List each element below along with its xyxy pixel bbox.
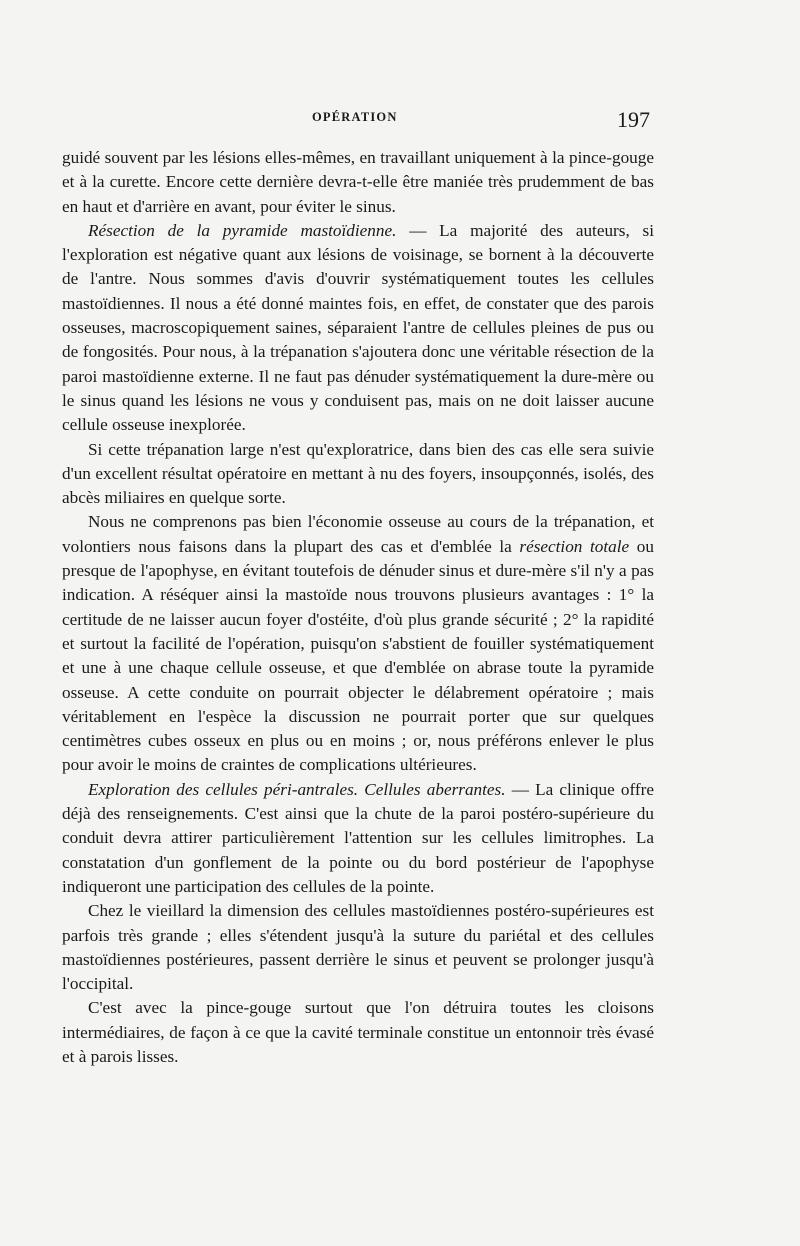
running-title: OPÉRATION — [312, 110, 398, 124]
inline-italic-term: résection totale — [519, 536, 630, 556]
paragraph-resection-pyramide — [62, 219, 654, 438]
paragraph-text: — La clinique offre déjà des renseignements. C'est ainsi que la chute de la paroi postéro-supérieure du conduit devra attirer particulièrement l'attention sur les cellules limitrophes. La constatation d'un gonflement de la pointe ou du bord postérieur de l'apophyse indiqueront une participation des cellules de la pointe. — [62, 779, 654, 896]
paragraph-text: Si cette trépanation large n'est qu'exploratrice, dans bien des cas elle sera suivie d'un excellent résultat opératoire en mettant à nu des foyers, insoupçonnés, isolés, des abcès miliaires en quelque sorte. — [62, 439, 654, 508]
paragraph-trepanation-large — [62, 438, 654, 511]
paragraph-exploration-cellules — [62, 778, 654, 899]
body-text — [62, 146, 654, 1069]
paragraph-text: C'est avec la pince-gouge surtout que l'on détruira toutes les cloisons intermédiaires, de façon à ce que la cavité terminale constitue un entonnoir très évasé et à parois lisses. — [62, 998, 654, 1066]
paragraph-continuation — [62, 146, 654, 219]
paragraph-text: ou presque de l'apophyse, en évitant toutefois de dénuder sinus et dure-mère s'il n'y a pas indication. A réséquer ainsi la mastoïde nous trouvons plusieurs avantages : 1° la certitude de ne laisser aucun foyer d'ostéite, d'où plus grande sécurité ; 2° la rapidité et surtout la facilité de l'opération, puisqu'on s'abstient de fouiller systématiquement et une à une chaque cellule osseuse, et que d'emblée on abrase toute la pyramide osseuse. A cette conduite on pourrait objecter le délabrement opératoire ; mais véritablement en l'espèce la discussion ne pourrait porter que sur quelques centimètres cubes osseux en plus ou en moins ; or, nous préférons enlever le plus pour avoir le moins de craintes de complications ultérieures. — [62, 536, 654, 775]
paragraph-pince-gouge — [62, 996, 654, 1069]
paragraph-text: guidé souvent par les lésions elles-mêmes, en travaillant uniquement à la pince-gouge et à la curette. Encore cette dernière devra-t-elle être maniée très prudemment de bas en haut et d'arrière en avant, pour éviter le sinus. — [62, 148, 654, 216]
paragraph-text: Chez le vieillard la dimension des cellules mastoïdiennes postéro-supérieures est parfois très grande ; elles s'étendent jusqu'à la suture du pariétal et des cellules mastoïdiennes postérieures, passent derrière le sinus et peuvent se prolonger jusqu'à l'occipital. — [62, 901, 654, 994]
paragraph-text-before: Nous ne comprenons pas bien l'économie osseuse au cours de la trépanation, et volontiers nous faisons dans la plupart des cas et d'emblée la — [62, 512, 654, 556]
page-number: 197 — [617, 107, 650, 132]
paragraph-economie-osseuse — [62, 510, 654, 777]
paragraph-text: — La majorité des auteurs, si l'exploration est négative quant aux lésions de voisinage, se bornent à la découverte de l'antre. Nous sommes d'avis d'ouvrir systématiquement toutes les cellules mastoïdiennes. Il nous a été donné maintes fois, en effet, de constater que des parois osseuses, macroscopiquement saines, séparaient l'antre de cellules pleines de pus ou de fongosités. Pour nous, à la trépanation s'ajoutera donc une véritable résection de la paroi mastoïdienne externe. Il ne faut pas dénuder systématiquement la dure-mère ou le sinus quand les lésions ne vous y conduisent pas, mais on ne doit laisser aucune cellule osseuse inexplorée. — [62, 220, 654, 435]
section-heading-italic: Résection de la pyramide mastoïdienne. — [88, 220, 397, 240]
section-heading-italic: Exploration des cellules péri-antrales. Cellules aberrantes. — [88, 779, 506, 799]
paragraph-vieillard — [62, 899, 654, 996]
